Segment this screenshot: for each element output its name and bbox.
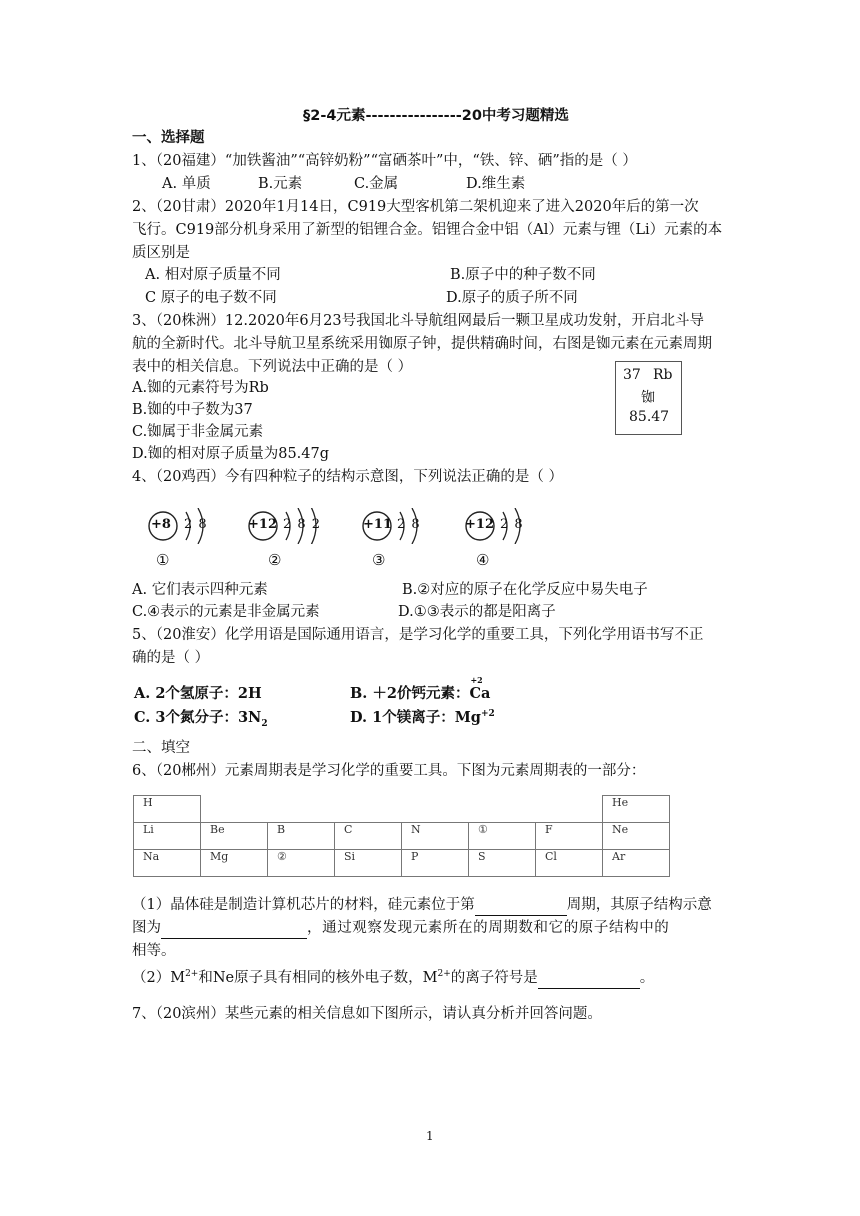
pt-cell: Na bbox=[134, 850, 201, 877]
q3-option-a: A.铷的元素符号为Rb bbox=[132, 380, 269, 396]
page-title: §2-4元素----------------20中考习题精选 bbox=[303, 108, 569, 124]
section-heading-choice: 一、选择题 bbox=[132, 130, 205, 146]
pt-cell: Be bbox=[201, 823, 268, 850]
q6-part-1-line-1 bbox=[132, 895, 712, 916]
element-card-rubidium bbox=[615, 361, 682, 435]
q5-option-d bbox=[350, 706, 495, 727]
q6-p2-sup-1: 2+ bbox=[185, 969, 199, 979]
q5-option-c-subscript: 2 bbox=[261, 718, 268, 729]
answer-blank-ion-symbol[interactable] bbox=[538, 968, 640, 989]
element-name: 铷 bbox=[641, 390, 655, 406]
q6-p2-text-c: 的离子符号是 bbox=[450, 969, 538, 986]
pt-cell-empty bbox=[536, 796, 603, 823]
pt-cell: Li bbox=[134, 823, 201, 850]
q6-p1-text-a: （1）晶体硅是制造计算机芯片的材料，硅元素位于第 bbox=[132, 897, 475, 913]
q1-option-c: C.金属 bbox=[354, 176, 399, 192]
atom-1-nucleus: +8 bbox=[151, 517, 171, 532]
question-3-line-3: 表中的相关信息。下列说法中正确的是（ ） bbox=[132, 359, 413, 375]
atom-2-shells: 2 8 2 bbox=[283, 517, 321, 532]
q5-option-b-text: B. ＋2价钙元素： bbox=[350, 685, 470, 702]
element-atomic-mass: 85.47 bbox=[629, 409, 670, 425]
atom-structure-diagram-3 bbox=[360, 508, 460, 542]
q4-option-a: A. 它们表示四种元素 bbox=[132, 582, 268, 598]
question-2-line-3: 质区别是 bbox=[132, 245, 190, 261]
q3-option-b: B.铷的中子数为37 bbox=[132, 402, 253, 418]
q1-option-b: B.元素 bbox=[258, 176, 303, 192]
periodic-table-fragment bbox=[133, 795, 670, 877]
periodic-row-3 bbox=[134, 850, 670, 877]
q6-p2-text-a: （2）M bbox=[132, 969, 186, 986]
q4-option-c: C.④表示的元素是非金属元素 bbox=[132, 604, 320, 620]
atom-1-label: ① bbox=[156, 551, 170, 569]
q5-option-a: A. 2个氢原子：2H bbox=[134, 685, 262, 702]
q1-option-d: D.维生素 bbox=[466, 176, 526, 192]
pt-cell: S bbox=[469, 850, 536, 877]
atom-4-nucleus: +12 bbox=[465, 517, 494, 532]
q5-option-c-text: C. 3个氮分子：3N bbox=[134, 709, 262, 726]
q2-option-c: C 原子的电子数不同 bbox=[145, 290, 277, 306]
q3-option-d: D.铷的相对原子质量为85.47g bbox=[132, 446, 330, 462]
atom-4-shells: 2 8 bbox=[500, 517, 523, 532]
pt-cell: Mg bbox=[201, 850, 268, 877]
element-symbol: Rb bbox=[653, 367, 673, 383]
pt-cell: H bbox=[134, 796, 201, 823]
atom-3-nucleus: +11 bbox=[363, 517, 392, 532]
answer-blank-structure[interactable] bbox=[161, 918, 307, 939]
atom-2-nucleus: +12 bbox=[248, 517, 277, 532]
pt-cell: Ar bbox=[603, 850, 670, 877]
q5-option-b-charge: +2 bbox=[470, 675, 483, 685]
pt-cell: Ne bbox=[603, 823, 670, 850]
q5-option-b-symbol-wrap bbox=[469, 675, 491, 702]
q1-option-a: A. 单质 bbox=[162, 176, 211, 192]
atom-3-label: ③ bbox=[372, 551, 386, 569]
section-heading-fill: 二、填空 bbox=[132, 740, 190, 756]
q5-option-c bbox=[134, 706, 268, 729]
pt-cell: ① bbox=[469, 823, 536, 850]
q5-option-b bbox=[350, 675, 491, 703]
q3-option-c: C.铷属于非金属元素 bbox=[132, 424, 264, 440]
page-number: 1 bbox=[426, 1129, 434, 1143]
q6-part-1-line-3: 相等。 bbox=[132, 943, 176, 959]
question-6-stem: 6、（20郴州）元素周期表是学习化学的重要工具。下图为元素周期表的一部分： bbox=[132, 763, 646, 779]
q6-p1-text-d: ，通过观察发现元素所在的周期数和它的原子结构中的 bbox=[307, 920, 670, 936]
q5-option-b-symbol: Ca bbox=[469, 685, 491, 702]
question-4-stem: 4、（20鸡西）今有四种粒子的结构示意图，下列说法正确的是（ ） bbox=[132, 469, 564, 485]
q6-p1-text-b: 周期，其原子结构示意 bbox=[566, 897, 712, 913]
question-2-line-2: 飞行。C919部分机身采用了新型的铝锂合金。铝锂合金中铝（Al）元素与锂（Li）元素的本 bbox=[132, 222, 723, 238]
q4-option-d: D.①③表示的都是阳离子 bbox=[398, 604, 556, 620]
periodic-row-2 bbox=[134, 823, 670, 850]
atom-structure-diagram-4 bbox=[463, 508, 563, 542]
atom-2-label: ② bbox=[268, 551, 282, 569]
question-5-line-2: 确的是（ ） bbox=[132, 650, 210, 666]
q2-option-d: D.原子的质子所不同 bbox=[446, 290, 578, 306]
element-atomic-number: 37 bbox=[623, 367, 641, 383]
q6-p2-end: 。 bbox=[639, 969, 655, 986]
question-7-stem: 7、（20滨州）某些元素的相关信息如下图所示，请认真分析并回答问题。 bbox=[132, 1006, 602, 1022]
q2-option-a: A. 相对原子质量不同 bbox=[145, 267, 281, 283]
q4-option-b: B.②对应的原子在化学反应中易失电子 bbox=[402, 582, 648, 598]
q2-option-b: B.原子中的种子数不同 bbox=[450, 267, 596, 283]
pt-cell-empty bbox=[402, 796, 469, 823]
pt-cell: Cl bbox=[536, 850, 603, 877]
pt-cell: B bbox=[268, 823, 335, 850]
pt-cell: F bbox=[536, 823, 603, 850]
q6-part-1-line-2 bbox=[132, 918, 728, 939]
atom-1-shells: 2 8 bbox=[184, 517, 207, 532]
atom-4-label: ④ bbox=[476, 551, 490, 569]
q6-p1-text-c: 图为 bbox=[132, 920, 161, 936]
pt-cell: ② bbox=[268, 850, 335, 877]
atom-structure-diagram-2 bbox=[246, 508, 346, 542]
pt-cell: C bbox=[335, 823, 402, 850]
pt-cell: P bbox=[402, 850, 469, 877]
pt-cell: N bbox=[402, 823, 469, 850]
pt-cell-empty bbox=[268, 796, 335, 823]
atom-structure-diagram-1 bbox=[146, 508, 246, 542]
question-5-line-1: 5、（20淮安）化学用语是国际通用语言，是学习化学的重要工具，下列化学用语书写不正 bbox=[132, 627, 704, 643]
pt-cell: Si bbox=[335, 850, 402, 877]
q6-p2-sup-2: 2+ bbox=[437, 969, 451, 979]
question-1-stem: 1、（20福建）“加铁酱油”“高锌奶粉”“富硒茶叶”中，“铁、锌、硒”指的是（ ） bbox=[132, 153, 637, 169]
question-3-line-2: 航的全新时代。北斗导航卫星系统采用铷原子钟，提供精确时间，右图是铷元素在元素周期 bbox=[132, 336, 712, 352]
pt-cell-empty bbox=[201, 796, 268, 823]
q6-part-2 bbox=[132, 964, 654, 989]
answer-blank-period[interactable] bbox=[475, 895, 567, 916]
question-3-line-1: 3、（20株洲）12.2020年6月23号我国北斗导航组网最后一颗卫星成功发射，开启北斗导 bbox=[132, 313, 705, 329]
pt-cell-empty bbox=[469, 796, 536, 823]
pt-cell-empty bbox=[335, 796, 402, 823]
q6-p2-text-b: 和Ne原子具有相同的核外电子数，M bbox=[198, 969, 438, 986]
q5-option-d-text: D. 1个镁离子：Mg bbox=[350, 709, 481, 726]
periodic-row-1 bbox=[134, 796, 670, 823]
atom-3-shells: 2 8 bbox=[397, 517, 420, 532]
pt-cell: He bbox=[603, 796, 670, 823]
question-2-line-1: 2、（20甘肃）2020年1月14日，C919大型客机第二架机迎来了进入2020年后的第一次 bbox=[132, 199, 699, 215]
q5-option-d-superscript: +2 bbox=[480, 709, 495, 720]
